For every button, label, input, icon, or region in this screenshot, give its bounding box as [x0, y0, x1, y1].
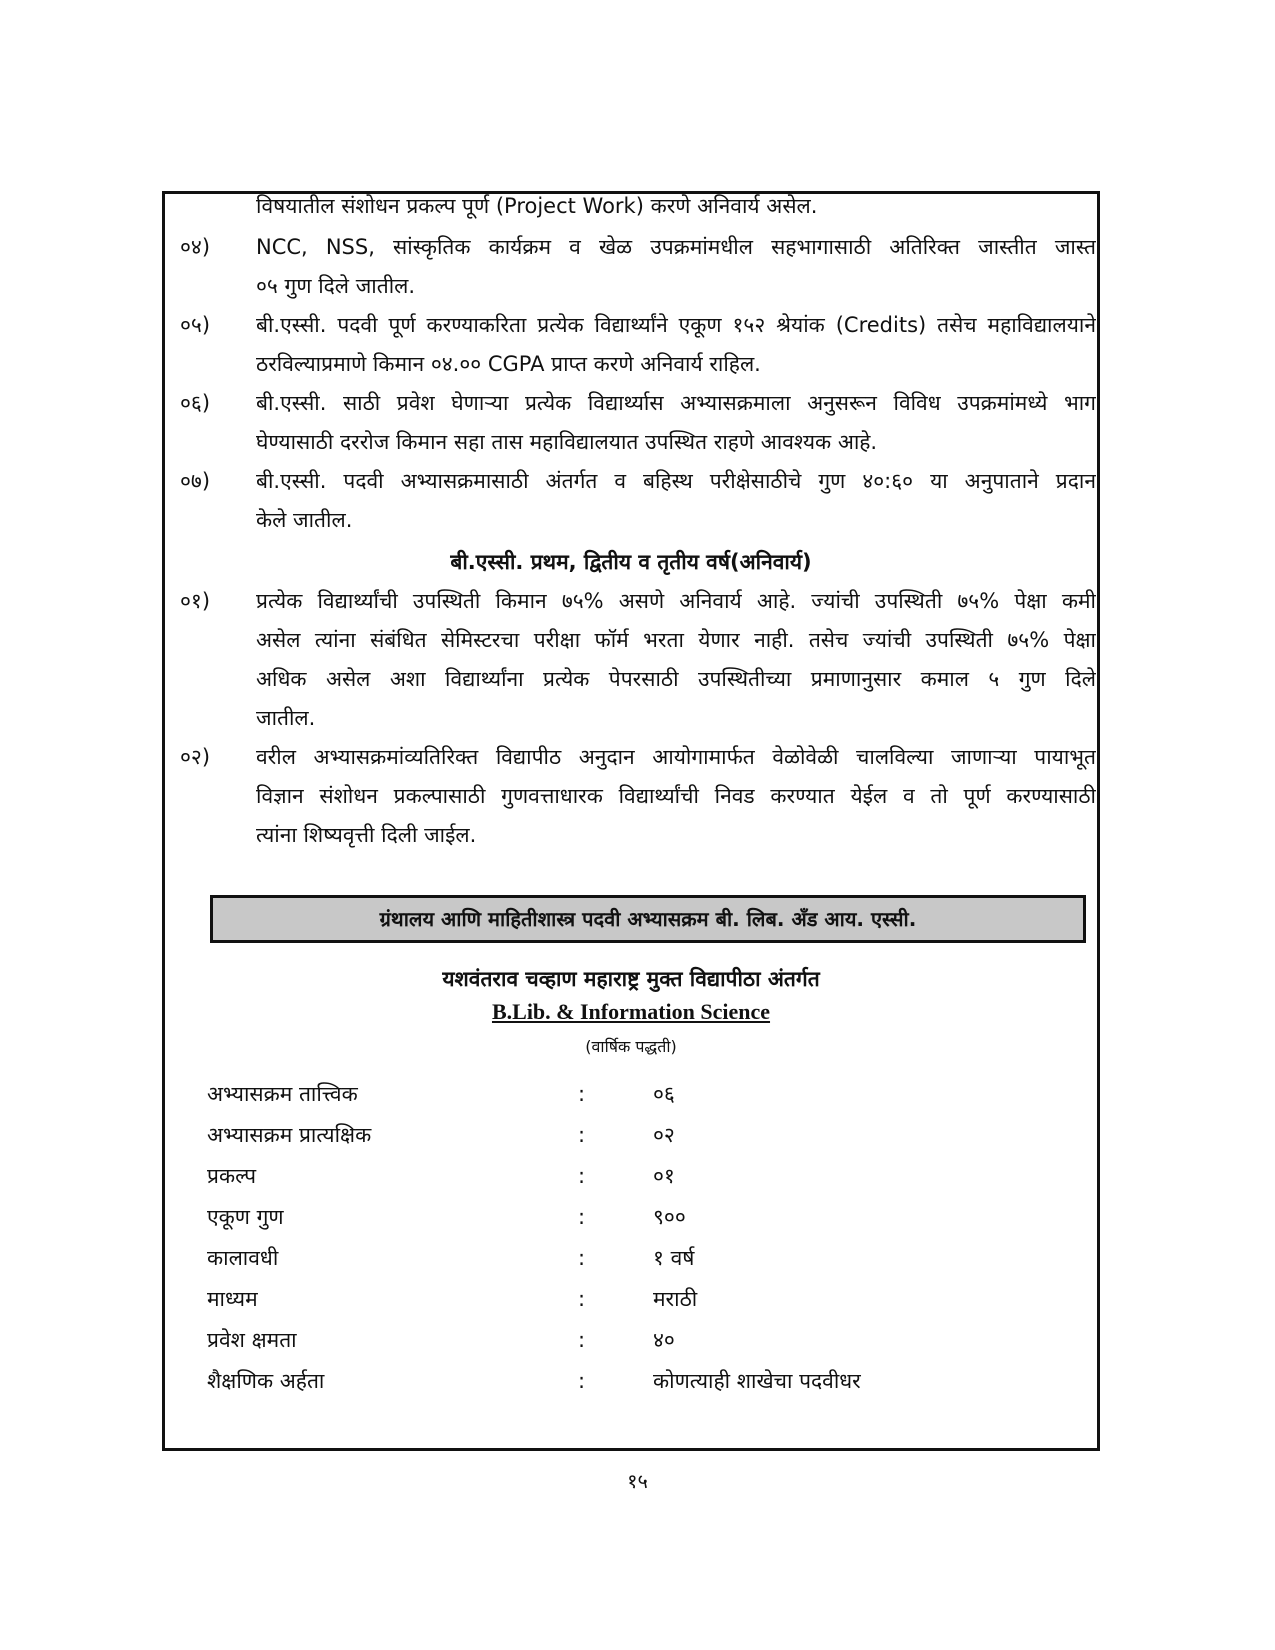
detail-separator: : — [578, 1123, 586, 1147]
item-line: ०५ गुण दिले जातील. — [256, 274, 416, 298]
item-line: केले जातील. — [256, 508, 353, 532]
detail-separator: : — [578, 1205, 586, 1229]
detail-label: अभ्यासक्रम तात्त्विक — [207, 1082, 358, 1106]
detail-row — [0, 1203, 1275, 1243]
course-name: B.Lib. & Information Science — [491, 999, 771, 1024]
item-line: विज्ञान संशोधन प्रकल्पासाठी गुणवत्ताधारक विद्यार्थ्यांची निवड करण्यात येईल व तो पूर्ण करण्यासाठी — [256, 784, 1096, 808]
detail-value: मराठी — [653, 1287, 698, 1311]
item-number: ०५) — [180, 313, 211, 337]
detail-separator: : — [578, 1328, 586, 1352]
detail-row — [0, 1080, 1275, 1120]
item-line: अधिक असेल अशा विद्यार्थ्यांना प्रत्येक पेपरसाठी उपस्थितीच्या प्रमाणानुसार कमाल ५ गुण दिले — [256, 667, 1096, 691]
item-line: प्रत्येक विद्यार्थ्यांची उपस्थिती किमान ७५% असणे अनिवार्य आहे. ज्यांची उपस्थिती ७५% पेक्षा कमी — [256, 589, 1096, 613]
item-line: असेल त्यांना संबंधित सेमिस्टरचा परीक्षा फॉर्म भरता येणार नाही. तसेच ज्यांची उपस्थिती ७५% पेक्षा — [256, 628, 1096, 652]
detail-value: ४० — [653, 1328, 675, 1352]
item-number: ०४) — [180, 235, 211, 259]
detail-label: एकूण गुण — [207, 1205, 284, 1229]
item-line: ठरविल्याप्रमाणे किमान ०४.०० CGPA प्राप्त करणे अनिवार्य राहिल. — [256, 352, 761, 376]
system-note: (वार्षिक पद्धती) — [585, 1037, 677, 1056]
detail-label: अभ्यासक्रम प्रात्यक्षिक — [207, 1123, 372, 1147]
item-line: जातील. — [256, 706, 316, 730]
item-line: बी.एस्सी. साठी प्रवेश घेणाऱ्या प्रत्येक विद्यार्थ्यास अभ्यासक्रमाला अनुसरून विविध उपक्रमांमध्ये भाग — [256, 391, 1096, 415]
course-banner: ग्रंथालय आणि माहितीशास्त्र पदवी अभ्यासक्रम बी. लिब. अँड आय. एस्सी. — [210, 895, 1086, 943]
detail-value: ०२ — [653, 1123, 675, 1147]
detail-label: प्रकल्प — [207, 1164, 257, 1188]
item-number: ०२) — [180, 745, 211, 769]
detail-row — [0, 1285, 1275, 1325]
detail-label: शैक्षणिक अर्हता — [207, 1369, 325, 1393]
detail-separator: : — [578, 1164, 586, 1188]
detail-value: ०६ — [653, 1082, 675, 1106]
item-line: बी.एस्सी. पदवी पूर्ण करण्याकरिता प्रत्येक विद्यार्थ्यांने एकूण १५२ श्रेयांक (Credits) तसेच महाविद्यालयाने — [256, 313, 1096, 337]
detail-label: कालावधी — [207, 1246, 279, 1270]
detail-value: ९०० — [653, 1205, 686, 1229]
item-line: वरील अभ्यासक्रमांव्यतिरिक्त विद्यापीठ अनुदान आयोगामार्फत वेळोवेळी चालविल्या जाणाऱ्या पायाभूत — [256, 745, 1096, 769]
section-heading: बी.एस्सी. प्रथम, द्वितीय व तृतीय वर्ष(अनिवार्य) — [450, 550, 812, 574]
detail-separator: : — [578, 1246, 586, 1270]
detail-row — [0, 1244, 1275, 1284]
intro-line: विषयातील संशोधन प्रकल्प पूर्ण (Project Work) करणे अनिवार्य असेल. — [256, 194, 818, 218]
item-number: ०७) — [180, 469, 211, 493]
detail-row — [0, 1367, 1275, 1407]
detail-row — [0, 1121, 1275, 1161]
detail-row — [0, 1326, 1275, 1366]
detail-value: ०१ — [653, 1164, 675, 1188]
item-line: त्यांना शिष्यवृत्ती दिली जाईल. — [256, 823, 477, 847]
item-line: बी.एस्सी. पदवी अभ्यासक्रमासाठी अंतर्गत व बहिस्थ परीक्षेसाठीचे गुण ४०:६० या अनुपाताने प्रदान — [256, 469, 1096, 493]
detail-label: प्रवेश क्षमता — [207, 1328, 297, 1352]
detail-separator: : — [578, 1369, 586, 1393]
item-line: घेण्यासाठी दररोज किमान सहा तास महाविद्यालयात उपस्थित राहणे आवश्यक आहे. — [256, 430, 878, 454]
detail-separator: : — [578, 1287, 586, 1311]
detail-row — [0, 1162, 1275, 1202]
detail-value: १ वर्ष — [653, 1246, 695, 1270]
item-number: ०१) — [180, 589, 211, 613]
detail-value: कोणत्याही शाखेचा पदवीधर — [653, 1369, 861, 1393]
detail-label: माध्यम — [207, 1287, 258, 1311]
university-subheading: यशवंतराव चव्हाण महाराष्ट्र मुक्त विद्यापीठा अंतर्गत — [442, 967, 820, 991]
item-number: ०६) — [180, 391, 211, 415]
detail-separator: : — [578, 1082, 586, 1106]
page-number: १५ — [627, 1469, 648, 1493]
item-line: NCC, NSS, सांस्कृतिक कार्यक्रम व खेळ उपक्रमांमधील सहभागासाठी अतिरिक्त जास्तीत जास्त — [256, 235, 1096, 259]
